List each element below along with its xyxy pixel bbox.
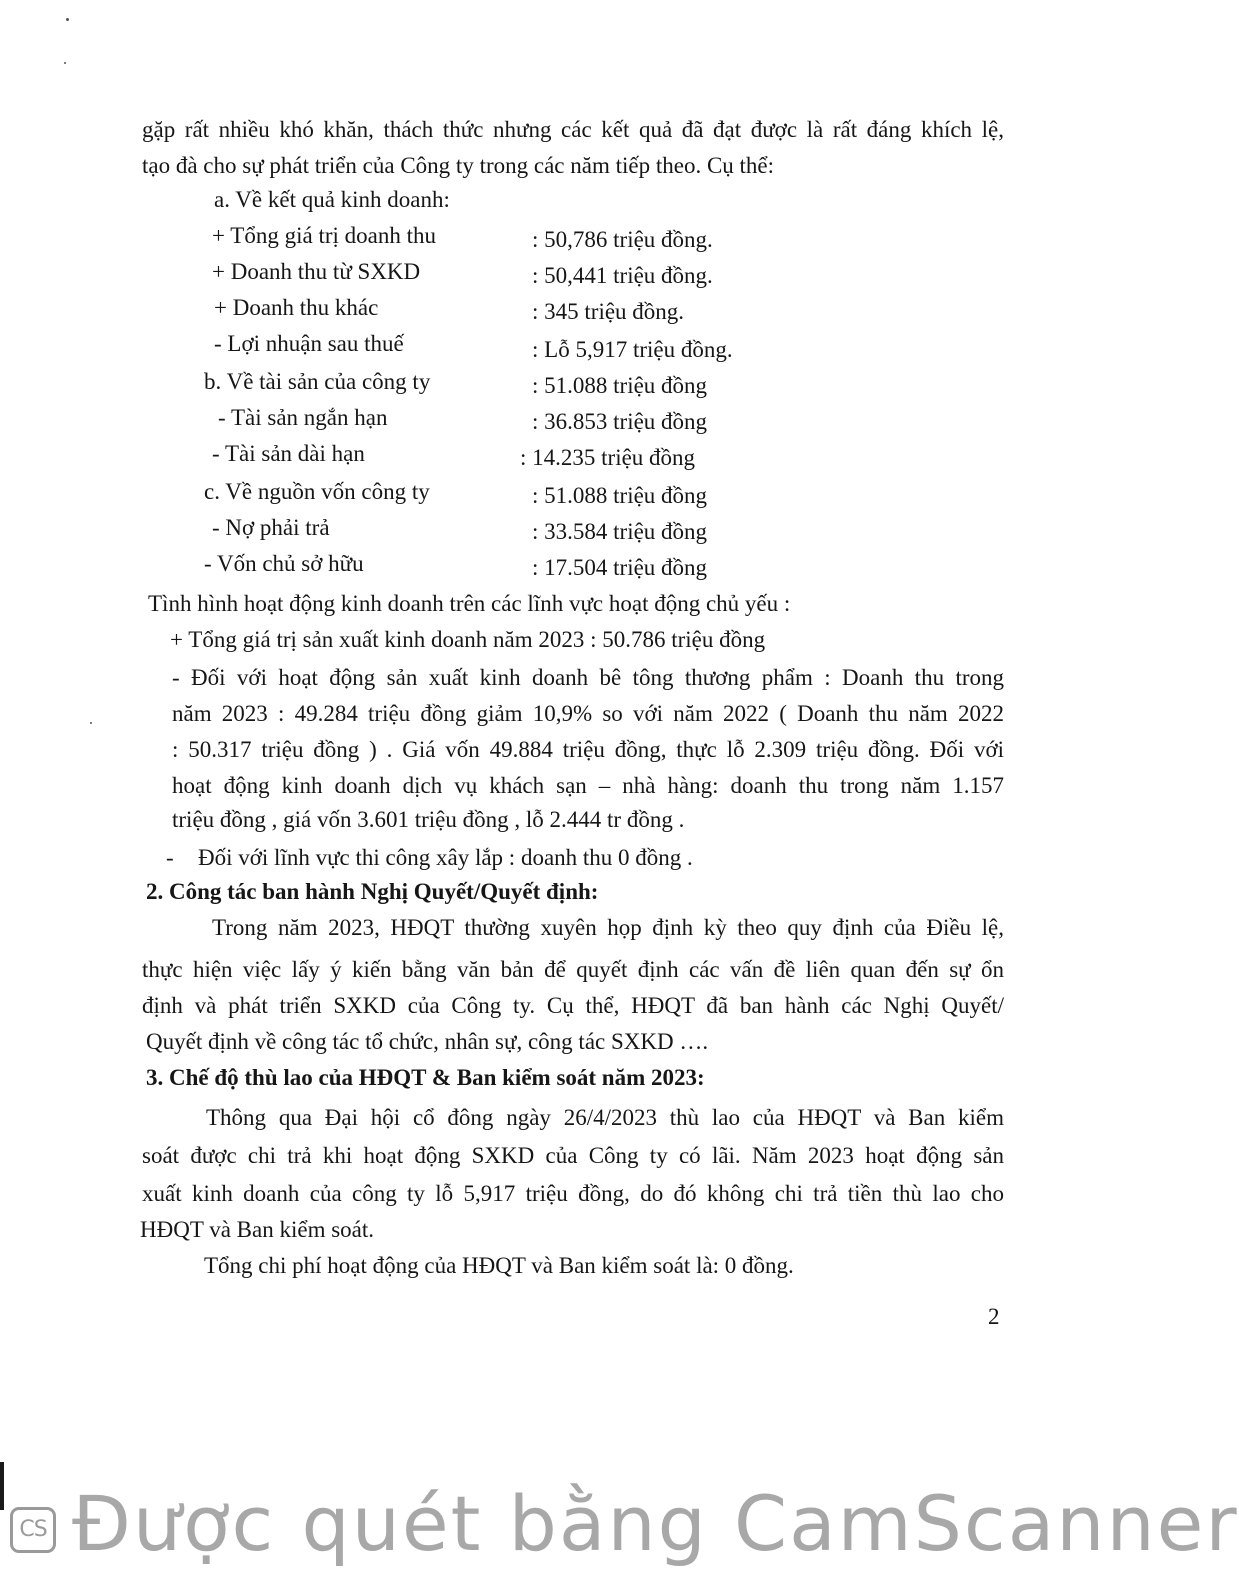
intro-line-1: gặp rất nhiều khó khăn, thách thức nhưng các kết quả đã đạt được là rất đáng khích lệ, [142, 117, 1004, 142]
activity-concrete-line-4: hoạt động kinh doanh dịch vụ khách sạn – nhà hàng: doanh thu trong năm 1.157 [172, 773, 1004, 798]
results-row-label: + Doanh thu khác [214, 295, 379, 320]
results-row-value: : 50,441 triệu đồng. [532, 263, 713, 288]
results-row-label: - Tài sản ngắn hạn [218, 405, 388, 430]
intro-line-2: tạo đà cho sự phát triển của Công ty trong các năm tiếp theo. Cụ thể: [142, 153, 775, 178]
section-2-line-4: Quyết định về công tác tổ chức, nhân sự, công tác SXKD …. [146, 1029, 709, 1054]
activity-construction-dash: - [166, 845, 174, 870]
scan-speck [90, 722, 92, 724]
results-row-value: : 50,786 triệu đồng. [532, 227, 713, 252]
results-row-label: c. Về nguồn vốn công ty [204, 479, 430, 504]
section-2-heading: 2. Công tác ban hành Nghị Quyết/Quyết định: [146, 879, 599, 904]
section-3-line-4: HĐQT và Ban kiểm soát. [140, 1217, 375, 1242]
scan-speck [64, 62, 66, 64]
section-3-line-3: xuất kinh doanh của công ty lỗ 5,917 triệu đồng, do đó không chi trả tiền thù lao cho [142, 1181, 1004, 1206]
scan-edge-mark [0, 1462, 4, 1510]
activity-concrete-line-3: : 50.317 triệu đồng ) . Giá vốn 49.884 triệu đồng, thực lỗ 2.309 triệu đồng. Đối với [172, 737, 1004, 762]
results-row-label: b. Về tài sản của công ty [204, 369, 431, 394]
activity-total: + Tổng giá trị sản xuất kinh doanh năm 2023 : 50.786 triệu đồng [170, 627, 766, 652]
section-3-total-cost: Tổng chi phí hoạt động của HĐQT và Ban kiểm soát là: 0 đồng. [204, 1253, 794, 1278]
activity-concrete-line-2: năm 2023 : 49.284 triệu đồng giảm 10,9% so với năm 2022 ( Doanh thu năm 2022 [172, 701, 1004, 726]
page-number: 2 [988, 1304, 1000, 1329]
section-2-line-2: thực hiện việc lấy ý kiến bằng văn bản để quyết định các vấn đề liên quan đến sự ổn [142, 957, 1004, 982]
results-row-value: : 51.088 triệu đồng [532, 373, 708, 398]
results-row-value: : 14.235 triệu đồng [520, 445, 696, 470]
results-row-value: : 17.504 triệu đồng [532, 555, 708, 580]
results-row-value: : 36.853 triệu đồng [532, 409, 708, 434]
activity-concrete-line-1: - Đối với hoạt động sản xuất kinh doanh bê tông thương phẩm : Doanh thu trong [172, 665, 1004, 690]
results-row-value: : Lỗ 5,917 triệu đồng. [532, 337, 733, 362]
camscanner-logo-icon: CS [10, 1507, 56, 1553]
heading-business-results: a. Về kết quả kinh doanh: [214, 187, 450, 212]
results-row-label: + Tổng giá trị doanh thu [212, 223, 436, 248]
activity-construction: Đối với lĩnh vực thi công xây lắp : doanh thu 0 đồng . [198, 845, 693, 870]
camscanner-watermark: Được quét bằng CamScanner [72, 1479, 1239, 1568]
scan-speck [66, 18, 69, 21]
section-3-heading: 3. Chế độ thù lao của HĐQT & Ban kiểm soát năm 2023: [146, 1065, 705, 1090]
activity-concrete-line-5: triệu đồng , giá vốn 3.601 triệu đồng , lỗ 2.444 tr đồng . [172, 807, 685, 832]
section-2-line-1: Trong năm 2023, HĐQT thường xuyên họp định kỳ theo quy định của Điều lệ, [212, 915, 1004, 940]
results-row-value: : 33.584 triệu đồng [532, 519, 708, 544]
section-3-line-2: soát được chi trả khi hoạt động SXKD của Công ty có lãi. Năm 2023 hoạt động sản [142, 1143, 1004, 1168]
results-row-label: - Lợi nhuận sau thuế [214, 331, 404, 356]
section-2-line-3: định và phát triển SXKD của Công ty. Cụ thể, HĐQT đã ban hành các Nghị Quyết/ [142, 993, 1004, 1018]
results-row-label: - Nợ phải trả [212, 515, 330, 540]
results-row-value: : 345 triệu đồng. [532, 299, 685, 324]
results-row-value: : 51.088 triệu đồng [532, 483, 708, 508]
section-3-line-1: Thông qua Đại hội cổ đông ngày 26/4/2023 thù lao của HĐQT và Ban kiểm [206, 1105, 1004, 1130]
results-row-label: - Tài sản dài hạn [212, 441, 365, 466]
results-row-label: + Doanh thu từ SXKD [212, 259, 421, 284]
heading-business-activity: Tình hình hoạt động kinh doanh trên các lĩnh vực hoạt động chủ yếu : [148, 591, 791, 616]
results-row-label: - Vốn chủ sở hữu [204, 551, 364, 576]
